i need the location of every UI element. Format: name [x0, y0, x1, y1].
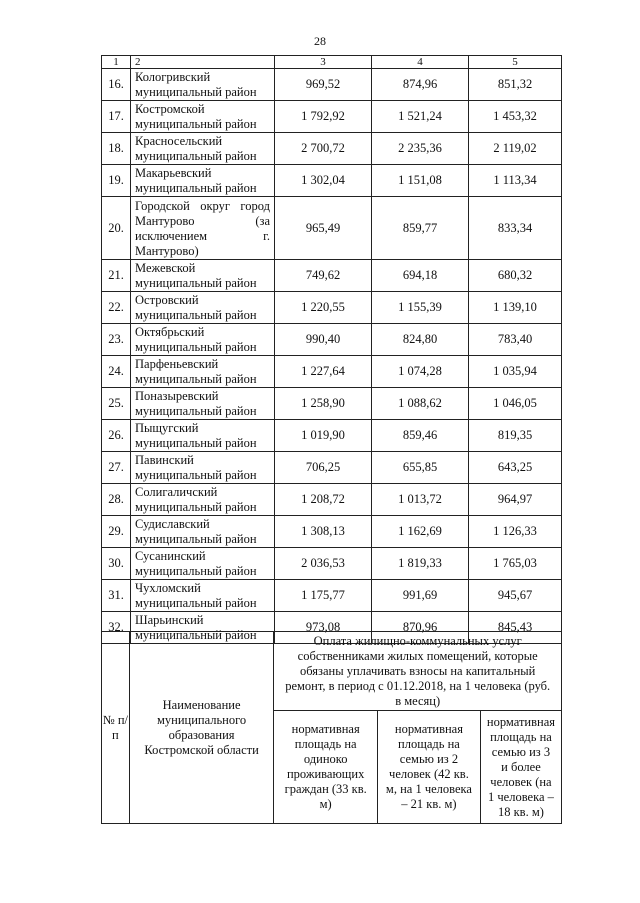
table-row: [102, 324, 562, 356]
row-number: 32.: [102, 612, 131, 644]
value-col-3: 1 208,72: [275, 484, 372, 516]
value-col-4: 824,80: [372, 324, 469, 356]
sub-header-1: нормативная площадь на одиноко проживающих граждан (33 кв. м): [274, 711, 378, 824]
value-col-4: 870,96: [372, 612, 469, 644]
value-col-3: 969,52: [275, 69, 372, 101]
value-col-3: 1 175,77: [275, 580, 372, 612]
value-col-5: 819,35: [469, 420, 562, 452]
col-num-header: № п/п: [102, 632, 130, 824]
value-col-4: 1 162,69: [372, 516, 469, 548]
value-col-5: 1 453,32: [469, 101, 562, 133]
row-number: 21.: [102, 260, 131, 292]
district-name: Пыщугский муниципальный район: [131, 420, 275, 452]
district-name: Сусанинский муниципальный район: [131, 548, 275, 580]
table-row: [102, 292, 562, 324]
value-col-4: 1 521,24: [372, 101, 469, 133]
table-row: [102, 548, 562, 580]
value-col-5: 845,43: [469, 612, 562, 644]
table-row: [102, 69, 562, 101]
table-row: [102, 516, 562, 548]
row-number: 26.: [102, 420, 131, 452]
value-col-5: 964,97: [469, 484, 562, 516]
value-col-5: 833,34: [469, 197, 562, 260]
value-col-3: 1 258,90: [275, 388, 372, 420]
header-col-1: 1: [102, 56, 131, 69]
value-col-5: 1 113,34: [469, 165, 562, 197]
value-col-3: 2 036,53: [275, 548, 372, 580]
value-col-3: 965,49: [275, 197, 372, 260]
value-col-5: 1 126,33: [469, 516, 562, 548]
value-col-4: 1 088,62: [372, 388, 469, 420]
header-table: [101, 631, 562, 824]
table-row: [102, 260, 562, 292]
district-name: Октябрьский муниципальный район: [131, 324, 275, 356]
value-col-5: 945,67: [469, 580, 562, 612]
value-col-4: 1 819,33: [372, 548, 469, 580]
value-col-3: 2 700,72: [275, 133, 372, 165]
district-name: Красносельский муниципальный район: [131, 133, 275, 165]
district-name: Шарьинский муниципальный район: [131, 612, 275, 644]
sub-header-2: нормативная площадь на семью из 2 человек (42 кв. м, на 1 человека – 21 кв. м): [377, 711, 480, 824]
row-number: 20.: [102, 197, 131, 260]
row-number: 24.: [102, 356, 131, 388]
value-col-5: 1 035,94: [469, 356, 562, 388]
district-name: Чухломский муниципальный район: [131, 580, 275, 612]
row-number: 31.: [102, 580, 131, 612]
row-number: 29.: [102, 516, 131, 548]
value-col-5: 1 046,05: [469, 388, 562, 420]
district-name: Макарьевский муниципальный район: [131, 165, 275, 197]
value-col-3: 1 019,90: [275, 420, 372, 452]
header-col-5: 5: [469, 56, 562, 69]
district-name: Островский муниципальный район: [131, 292, 275, 324]
district-name: Поназыревский муниципальный район: [131, 388, 275, 420]
value-col-5: 680,32: [469, 260, 562, 292]
value-col-5: 783,40: [469, 324, 562, 356]
value-col-4: 1 074,28: [372, 356, 469, 388]
value-col-5: 1 765,03: [469, 548, 562, 580]
value-col-4: 2 235,36: [372, 133, 469, 165]
row-number: 16.: [102, 69, 131, 101]
group-header: Оплата жилищно-коммунальных услуг собственниками жилых помещений, которые обязаны уплачивать взносы на капитальный ремонт, в период с 01.12.2018, на 1 человека (руб. в месяц): [274, 632, 562, 711]
table-row: [102, 580, 562, 612]
header-col-4: 4: [372, 56, 469, 69]
value-col-4: 874,96: [372, 69, 469, 101]
table-row: [102, 133, 562, 165]
district-name: Костромской муниципальный район: [131, 101, 275, 133]
district-name: Солигаличский муниципальный район: [131, 484, 275, 516]
value-col-3: 706,25: [275, 452, 372, 484]
header-col-3: 3: [275, 56, 372, 69]
value-col-3: 1 227,64: [275, 356, 372, 388]
district-name: Городской округ город Мантурово (за исключением г. Мантурово): [131, 197, 275, 260]
value-col-3: 990,40: [275, 324, 372, 356]
value-col-4: 991,69: [372, 580, 469, 612]
table-row: [102, 388, 562, 420]
value-col-3: 1 302,04: [275, 165, 372, 197]
value-col-5: 1 139,10: [469, 292, 562, 324]
value-col-4: 859,46: [372, 420, 469, 452]
row-number: 23.: [102, 324, 131, 356]
value-col-4: 1 151,08: [372, 165, 469, 197]
district-name: Парфеньевский муниципальный район: [131, 356, 275, 388]
row-number: 30.: [102, 548, 131, 580]
value-col-4: 1 155,39: [372, 292, 469, 324]
header-col-2: 2: [131, 56, 275, 69]
value-col-3: 973,08: [275, 612, 372, 644]
table-row: [102, 101, 562, 133]
value-col-3: 749,62: [275, 260, 372, 292]
value-col-4: 655,85: [372, 452, 469, 484]
table-row: [102, 452, 562, 484]
row-number: 27.: [102, 452, 131, 484]
table-row: [102, 197, 562, 260]
value-col-3: 1 220,55: [275, 292, 372, 324]
row-number: 25.: [102, 388, 131, 420]
table-row: [102, 165, 562, 197]
value-col-3: 1 308,13: [275, 516, 372, 548]
value-col-5: 2 119,02: [469, 133, 562, 165]
table-row: [102, 420, 562, 452]
district-name: Судиславский муниципальный район: [131, 516, 275, 548]
row-number: 18.: [102, 133, 131, 165]
value-col-4: 1 013,72: [372, 484, 469, 516]
district-name: Межевской муниципальный район: [131, 260, 275, 292]
row-number: 22.: [102, 292, 131, 324]
page-number: 28: [314, 34, 326, 48]
row-number: 19.: [102, 165, 131, 197]
main-table: [101, 55, 562, 644]
row-number: 28.: [102, 484, 131, 516]
col-name-header: Наименование муниципального образования Костромской области: [129, 632, 274, 824]
value-col-4: 859,77: [372, 197, 469, 260]
row-number: 17.: [102, 101, 131, 133]
value-col-3: 1 792,92: [275, 101, 372, 133]
district-name: Павинский муниципальный район: [131, 452, 275, 484]
table-row: [102, 484, 562, 516]
value-col-5: 851,32: [469, 69, 562, 101]
sub-header-3: нормативная площадь на семью из 3 и более человек (на 1 человека – 18 кв. м): [480, 711, 561, 824]
value-col-4: 694,18: [372, 260, 469, 292]
table-row: [102, 356, 562, 388]
district-name: Кологривский муниципальный район: [131, 69, 275, 101]
header-row: [102, 56, 562, 69]
value-col-5: 643,25: [469, 452, 562, 484]
